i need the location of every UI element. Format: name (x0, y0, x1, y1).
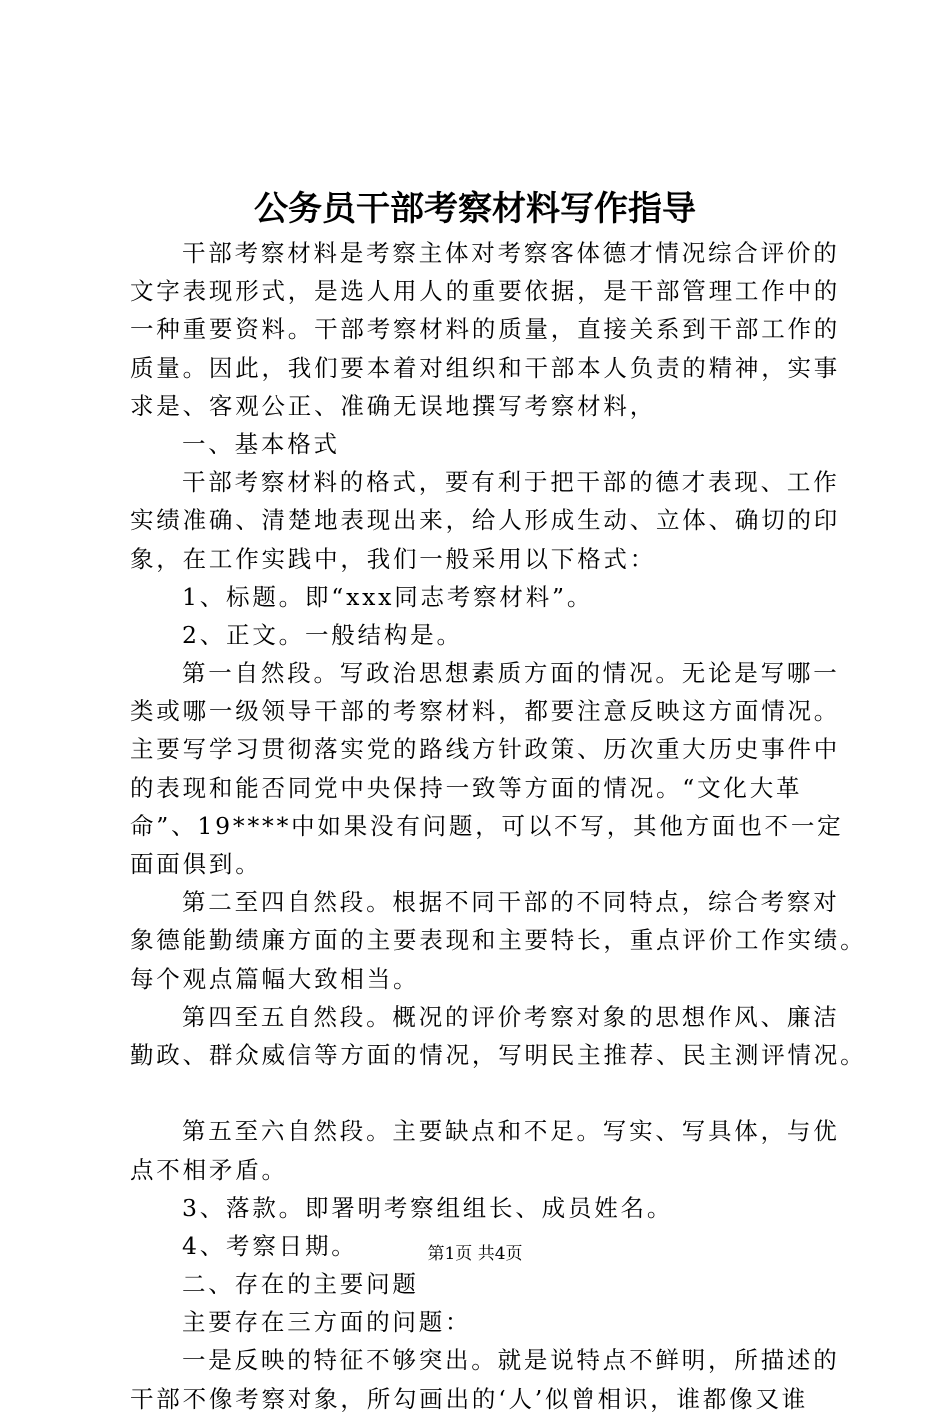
text-line: 一种重要资料。干部考察材料的质量，直接关系到干部工作的 (130, 315, 841, 344)
text-line: 文字表现形式，是选人用人的重要依据，是干部管理工作中的 (130, 277, 841, 306)
text-line: 干部考察材料是考察主体对考察客体德才情况综合评价的 (182, 239, 840, 267)
text-line: 主要写学习贯彻落实党的路线方针政策、历次重大历史事件中 (130, 735, 841, 764)
text-line: 3、落款。即署明考察组组长、成员姓名。 (182, 1193, 674, 1222)
text-line: 1、标题。即“xxx同志考察材料”。 (182, 582, 594, 611)
text-line: 求是、客观公正、准确无误地撰写考察材料， (130, 391, 656, 420)
text-line: 的表现和能否同党中央保持一致等方面的情况。“文化大革 (130, 773, 803, 802)
text-line: 每个观点篇幅大致相当。 (130, 964, 420, 993)
section-heading: 二、存在的主要问题 (182, 1270, 419, 1299)
text-line: 象德能勤绩廉方面的主要表现和主要特长，重点评价工作实绩。 (130, 926, 867, 955)
text-line: 4、考察日期。 (182, 1231, 358, 1260)
text-line: 一是反映的特征不够突出。就是说特点不鲜明，所描述的 (182, 1346, 840, 1375)
text-line: 干部考察材料的格式，要有利于把干部的德才表现、工作 (182, 468, 840, 497)
text-line: 类或哪一级领导干部的考察材料，都要注意反映这方面情况。 (130, 697, 841, 726)
text-line: 第一自然段。写政治思想素质方面的情况。无论是写哪一 (182, 659, 840, 688)
text-line: 2、正文。一般结构是。 (182, 620, 463, 649)
text-line: 第二至四自然段。根据不同干部的不同特点，综合考察对 (182, 888, 840, 917)
text-line: 质量。因此，我们要本着对组织和干部本人负责的精神，实事 (130, 353, 841, 382)
text-line: 命”、19****中如果没有问题，可以不写，其他方面也不一定 (130, 811, 844, 840)
text-line: 实绩准确、清楚地表现出来，给人形成生动、立体、确切的印 (130, 506, 841, 535)
text-line: 第五至六自然段。主要缺点和不足。写实、写具体，与优 (182, 1117, 840, 1146)
text-line: 主要存在三方面的问题： (182, 1308, 472, 1337)
text-line: 面面俱到。 (130, 850, 262, 878)
text-line: 点不相矛盾。 (130, 1155, 288, 1184)
text-line: 象，在工作实践中，我们一般采用以下格式： (130, 544, 656, 573)
document-title: 公务员干部考察材料写作指导 (254, 189, 696, 229)
text-line: 勤政、群众威信等方面的情况，写明民主推荐、民主测评情况。 (130, 1040, 867, 1069)
blank-line (130, 1074, 836, 1112)
page-number-footer: 第1页 共4页 (427, 1244, 523, 1264)
text-line: 干部不像考察对象，所勾画出的‘人’似曾相识，谁都像又谁 (130, 1384, 809, 1413)
text-line: 第四至五自然段。概况的评价考察对象的思想作风、廉洁 (182, 1002, 840, 1031)
section-heading: 一、基本格式 (182, 429, 340, 458)
